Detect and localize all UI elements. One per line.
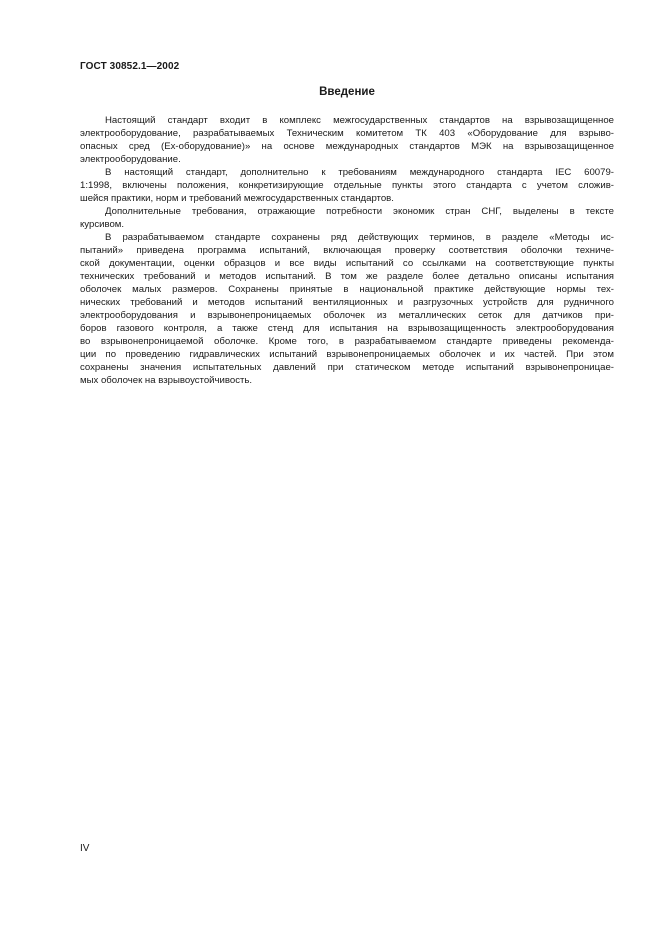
text-line: сохранены значения испытательных давлений при статическом методе испытаний взрывонепроницае- (80, 362, 614, 373)
paragraph-1 (80, 114, 614, 166)
text-line: электрооборудования и взрывонепроницаемых оболочек из металлических сеток для датчиков при- (80, 310, 614, 321)
section-title: Введение (319, 86, 375, 98)
text-line: курсивом. (80, 219, 125, 230)
text-line: пытаний» приведена программа испытаний, включающая проверку соответствия оболочки техниче- (80, 245, 614, 256)
text-line: опасных сред (Ех-оборудование)» на основе международных стандартов МЭК на взрывозащищенное (80, 141, 614, 152)
text-line: электрооборудование, разрабатываемых Техническим комитетом ТК 403 «Оборудование для взрыво- (80, 128, 614, 139)
introduction-body (80, 114, 614, 387)
text-line: электрооборудование. (80, 154, 181, 165)
text-line: В настоящий стандарт, дополнительно к требованиям международного стандарта IEC 60079- (105, 167, 614, 178)
text-line: боров газового контроля, а также стенд для испытания на взрывозащищенность электрооборудования (80, 323, 614, 334)
text-line: ской документации, оценки образцов и все виды испытаний со ссылками на соответствующие пункты (80, 258, 614, 269)
paragraph-3 (80, 205, 614, 231)
page-number: IV (80, 843, 90, 854)
text-line: мых оболочек на взрывоустойчивость. (80, 375, 253, 386)
text-line: шейся практики, норм и требований межгосударственных стандартов. (80, 193, 394, 204)
text-line: во взрывонепроницаемой оболочке. Кроме того, в разрабатываемом стандарте приведены рекоменда- (80, 336, 614, 347)
paragraph-2 (80, 166, 614, 205)
text-line: технических требований и методов испытаний. В том же разделе более детально описаны испытания (80, 271, 614, 282)
text-line: В разрабатываемом стандарте сохранены ряд действующих терминов, в разделе «Методы ис- (105, 232, 614, 243)
text-line: Дополнительные требования, отражающие потребности экономик стран СНГ, выделены в тексте (105, 206, 614, 217)
text-line: оболочек малых размеров. Сохранены принятые в национальной практике действующие нормы тех- (80, 284, 614, 295)
paragraph-4 (80, 231, 614, 387)
document-standard-code: ГОСТ 30852.1—2002 (80, 61, 180, 72)
text-line: Настоящий стандарт входит в комплекс межгосударственных стандартов на взрывозащищенное (105, 115, 614, 126)
text-line: нических требований и методов испытаний вентиляционных и разгрузочных устройств для рудничного (80, 297, 614, 308)
text-line: ции по проведению гидравлических испытаний взрывонепроницаемых оболочек и их частей. При этом (80, 349, 614, 360)
text-line: 1:1998, включены положения, конкретизирующие отдельные пункты этого стандарта с учетом сложив- (80, 180, 614, 191)
